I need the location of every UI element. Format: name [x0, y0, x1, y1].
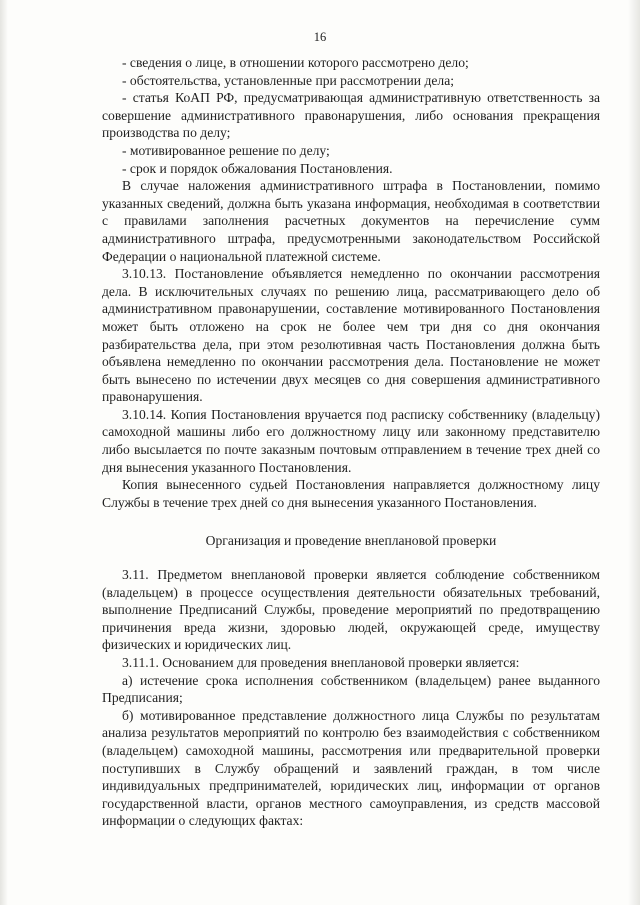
- section-heading: Организация и проведение внеплановой проверки: [205, 533, 497, 549]
- list-item-a: а) истечение срока исполнения собственником (владельцем) ранее выданного Предписания;: [102, 672, 600, 706]
- list-item-appeal-procedure: - срок и порядок обжалования Постановления.: [122, 160, 393, 176]
- scan-edge-left: [0, 0, 8, 905]
- list-item-person-info: - сведения о лице, в отношении которого рассмотрено дело;: [122, 55, 469, 70]
- paragraph-3-11-1: 3.11.1. Основанием для проведения внеплановой проверки является:: [122, 655, 520, 670]
- paragraph-3-11: 3.11. Предметом внеплановой проверки является соблюдение собственником (владельцем) в процессе осуществления деятельности обязательных требований, выполнение Предписаний Службы, проведение мероприятий по предотвращению причинения вреда жизни, здоровью людей, окружающей среде, имуществу физических и юридических лиц.: [102, 567, 600, 653]
- list-item-reasoned-decision: - мотивированное решение по делу;: [122, 142, 330, 158]
- list-item-b: б) мотивированное представление должностного лица Службы по результатам анализа результатов мероприятий по контролю без взаимодействия с собственником (владельцем) самоходной машины, рассмотрения или предварительной проверки поступивших в Службу обращений и заявлений граждан, в том числе индивидуальных предпринимателей, юридических лиц, информации от органов государственной власти, органов местного самоуправления, из средств массовой информации о следующих фактах:: [102, 707, 600, 829]
- paragraph-fine-info: В случае наложения административного штрафа в Постановлении, помимо указанных сведений, должна быть указана информация, необходимая в соответствии с правилами заполнения расчетных документов на перечисление сумм административного штрафа, предусмотренными законодательством Российской Федерации о национальной платежной системе.: [102, 178, 600, 264]
- list-item-koap-article: - статья КоАП РФ, предусматривающая административную ответственность за совершение административного правонарушения, либо основания прекращения производства по делу;: [102, 90, 600, 141]
- scan-edge-right: [628, 0, 640, 905]
- page-number: 16: [313, 30, 327, 44]
- paragraph-3-10-14: 3.10.14. Копия Постановления вручается под расписку собственнику (владельцу) самоходной машины либо его должностному лицу или законному представителю либо высылается по почте заказным почтовым отправлением в течение трех дней со дня вынесения указанного Постановления.: [102, 406, 600, 475]
- paragraph-court-copy: Копия вынесенного судьей Постановления направляется должностному лицу Службы в течение трех дней со дня вынесения указанного Постановления.: [102, 477, 600, 510]
- paragraph-3-10-13: 3.10.13. Постановление объявляется немедленно по окончании рассмотрения дела. В исключительных случаях по решению лица, рассматривающего дело об административном правонарушении, составление мотивированного Постановления может быть отложено на срок не более чем три дня со дня окончания разбирательства дела, при этом резолютивная часть Постановления должна быть объявлена немедленно по окончании рассмотрения дела. Постановление не может быть вынесено по истечении двух месяцев со дня совершения административного правонарушения.: [102, 266, 600, 405]
- document-body: [102, 54, 600, 830]
- list-item-circumstances: - обстоятельства, установленные при рассмотрении дела;: [122, 72, 455, 88]
